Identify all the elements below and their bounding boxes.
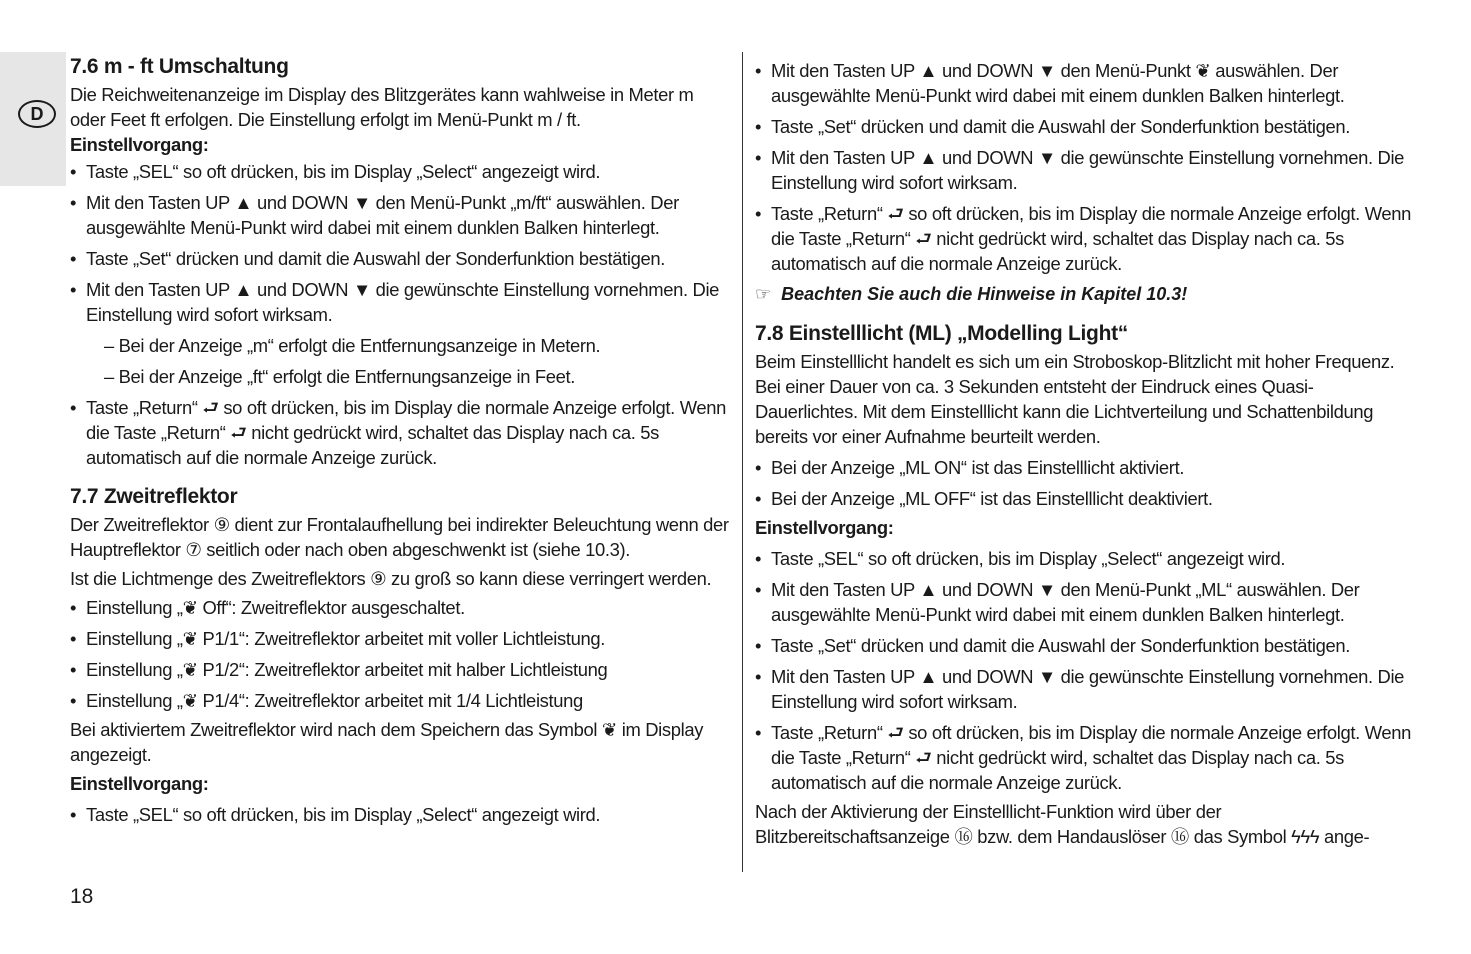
right-column: [755, 52, 1415, 849]
list-item: • Mit den Tasten UP ▲ und DOWN ▼ die gewünschte Einstellung vornehmen. Die Einstellung wird sofort wirksam.: [70, 277, 732, 327]
note: [755, 282, 1415, 307]
list-item: • Mit den Tasten UP ▲ und DOWN ▼ den Menü-Punkt „ML“ auswählen. Der ausgewählte Menü-Punkt wird dabei mit einem dunklen Balken hinterlegt.: [755, 577, 1415, 627]
list-item: • Taste „SEL“ so oft drücken, bis im Display „Select“ angezeigt wird.: [70, 159, 732, 184]
language-badge: D: [18, 100, 56, 128]
section-title-7-7: 7.7 Zweitreflektor: [70, 485, 238, 508]
paragraph: Nach der Aktivierung der Einstelllicht-Funktion wird über der Blitzbereitschaftsanzeige ⑯ bzw. dem Handauslöser ⑯ das Symbol ϟϟϟ ange-: [755, 801, 1370, 847]
list-item: • Einstellung „❦ P1/2“: Zweitreflektor arbeitet mit halber Lichtleistung: [70, 657, 732, 682]
section-title-7-6: 7.6 m - ft Umschaltung: [70, 55, 289, 78]
list-item: • Mit den Tasten UP ▲ und DOWN ▼ die gewünschte Einstellung vornehmen. Die Einstellung wird sofort wirksam.: [755, 664, 1415, 714]
list-item: • Bei der Anzeige „ML OFF“ ist das Einstelllicht deaktiviert.: [755, 486, 1415, 511]
subheading: Einstellvorgang:: [70, 773, 209, 794]
list-item: • Mit den Tasten UP ▲ und DOWN ▼ den Menü-Punkt „m/ft“ auswählen. Der ausgewählte Menü-Punkt wird dabei mit einem dunklen Balken hinterlegt.: [70, 190, 732, 240]
paragraph: Bei aktiviertem Zweitreflektor wird nach dem Speichern das Symbol ❦ im Display angezeigt.: [70, 719, 704, 765]
list-subitem: – Bei der Anzeige „ft“ erfolgt die Entfernungsanzeige in Feet.: [104, 366, 576, 387]
note-text: Beachten Sie auch die Hinweise in Kapitel 10.3!: [781, 284, 1188, 304]
paragraph: Der Zweitreflektor ⑨ dient zur Frontalaufhellung bei indirekter Beleuchtung wenn der Hauptreflektor ⑦ seitlich oder nach oben abgeschwenkt ist (siehe 10.3).: [70, 514, 729, 560]
subheading: Einstellvorgang:: [70, 134, 209, 155]
list-item: • Einstellung „❦ P1/4“: Zweitreflektor arbeitet mit 1/4 Lichtleistung: [70, 688, 732, 713]
paragraph: Die Reichweitenanzeige im Display des Blitzgerätes kann wahlweise in Meter m oder Feet ft erfolgen. Die Einstellung erfolgt im Menü-Punkt m / ft.: [70, 84, 694, 130]
section-title-7-8: 7.8 Einstelllicht (ML) „Modelling Light“: [755, 322, 1128, 345]
list-item: • Taste „SEL“ so oft drücken, bis im Display „Select“ angezeigt wird.: [70, 802, 732, 827]
list-item: • Taste „Return“ ⮐ so oft drücken, bis im Display die normale Anzeige erfolgt. Wenn die Taste „Return“ ⮐ nicht gedrückt wird, schaltet das Display nach ca. 5s automatisch auf die normale Anzeige zurück.: [755, 201, 1415, 276]
list-item: • Mit den Tasten UP ▲ und DOWN ▼ die gewünschte Einstellung vornehmen. Die Einstellung wird sofort wirksam.: [755, 145, 1415, 195]
column-divider: [742, 52, 743, 872]
list-item: • Taste „Set“ drücken und damit die Auswahl der Sonderfunktion bestätigen.: [755, 114, 1415, 139]
pointing-hand-icon: ☞: [755, 284, 772, 304]
left-column: [70, 52, 732, 827]
list-item: • Taste „SEL“ so oft drücken, bis im Display „Select“ angezeigt wird.: [755, 546, 1415, 571]
paragraph: Beim Einstelllicht handelt es sich um ein Stroboskop-Blitzlicht mit hoher Frequenz. Bei einer Dauer von ca. 3 Sekunden entsteht der Eindruck eines Quasi-Dauerlichtes. Mit dem Einstelllicht kann die Lichtverteilung und Schattenbildung bereits vor einer Aufnahme beurteilt werden.: [755, 351, 1395, 447]
paragraph: Ist die Lichtmenge des Zweitreflektors ⑨ zu groß so kann diese verringert werden.: [70, 568, 712, 589]
list-item: • Einstellung „❦ P1/1“: Zweitreflektor arbeitet mit voller Lichtleistung.: [70, 626, 732, 651]
subheading: Einstellvorgang:: [755, 517, 894, 538]
list-item: • Bei der Anzeige „ML ON“ ist das Einstelllicht aktiviert.: [755, 455, 1415, 480]
list-item: • Mit den Tasten UP ▲ und DOWN ▼ den Menü-Punkt ❦ auswählen. Der ausgewählte Menü-Punkt wird dabei mit einem dunklen Balken hinterlegt.: [755, 58, 1415, 108]
list-item: • Taste „Set“ drücken und damit die Auswahl der Sonderfunktion bestätigen.: [755, 633, 1415, 658]
page-number: 18: [70, 885, 94, 908]
list-subitem: – Bei der Anzeige „m“ erfolgt die Entfernungsanzeige in Metern.: [104, 335, 601, 356]
list-item: • Taste „Return“ ⮐ so oft drücken, bis im Display die normale Anzeige erfolgt. Wenn die Taste „Return“ ⮐ nicht gedrückt wird, schaltet das Display nach ca. 5s automatisch auf die normale Anzeige zurück.: [70, 395, 732, 470]
list-item: • Einstellung „❦ Off“: Zweitreflektor ausgeschaltet.: [70, 595, 732, 620]
list-item: • Taste „Set“ drücken und damit die Auswahl der Sonderfunktion bestätigen.: [70, 246, 732, 271]
list-item: • Taste „Return“ ⮐ so oft drücken, bis im Display die normale Anzeige erfolgt. Wenn die Taste „Return“ ⮐ nicht gedrückt wird, schaltet das Display nach ca. 5s automatisch auf die normale Anzeige zurück.: [755, 720, 1415, 795]
